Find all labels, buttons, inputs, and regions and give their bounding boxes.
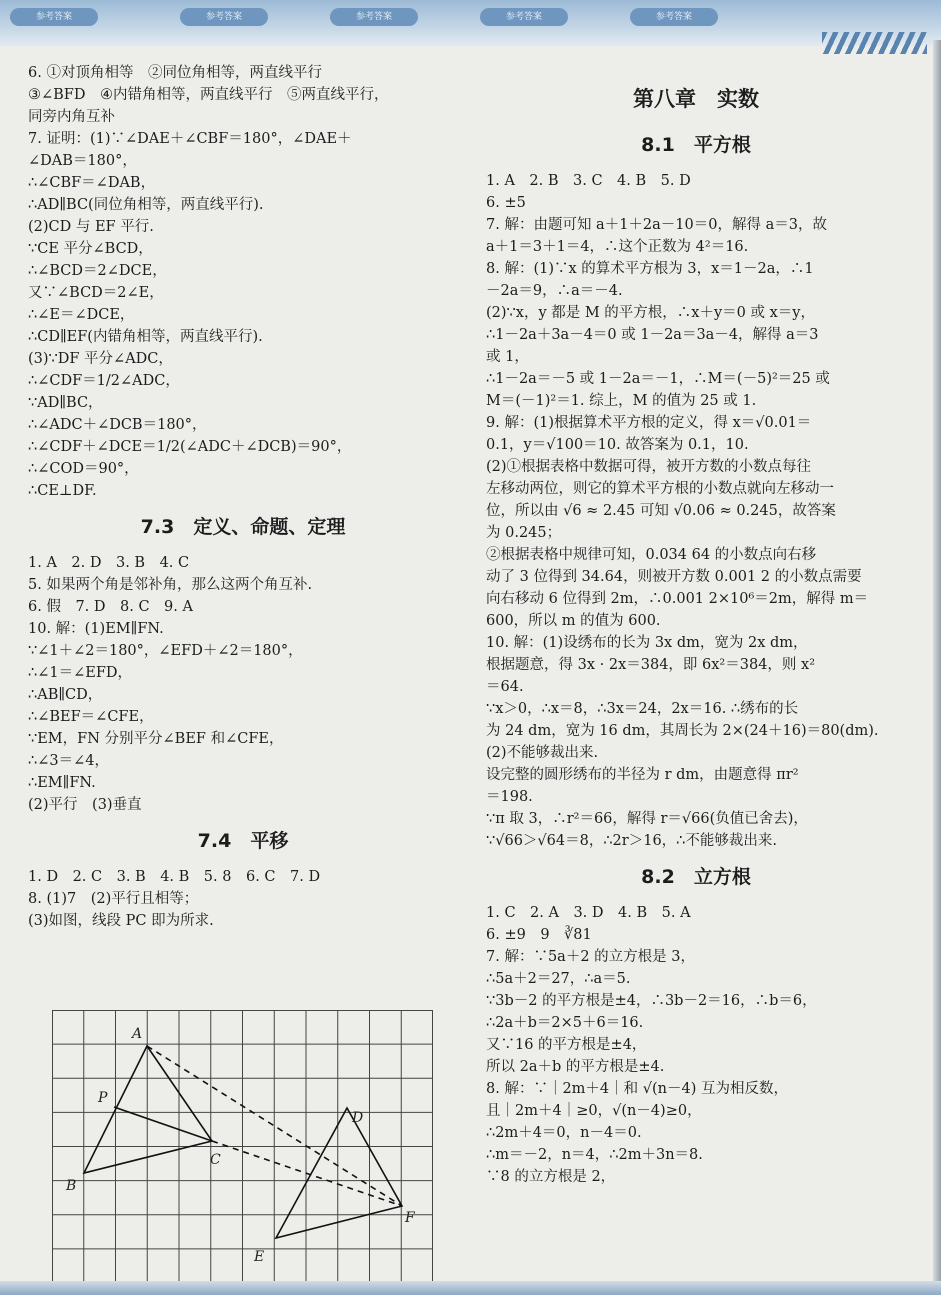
label-p: P [98,1090,108,1106]
answer-line: 又∵∠BCD＝2∠E， [28,285,164,301]
header-tab: 参考答案 [180,8,268,26]
left-answers-7-2 [28,62,458,502]
answer-line: 又∵16 的平方根是±4， [486,1037,647,1053]
answer-line: 根据题意，得 3x · 2x＝384，即 6x²＝384，则 x² [486,657,816,673]
answer-line: (2)不能够裁出来. [486,745,599,761]
answer-line: 且｜2m＋4｜≥0，√(n－4)≥0， [486,1103,702,1119]
answer-line: 为 0.245； [486,525,562,541]
answer-line: 位，所以由 √6 ≈ 2.45 可知 √0.06 ≈ 0.245，故答案 [486,503,836,519]
header-stripes-decoration [822,32,927,54]
answer-line: ∵CE 平分∠BCD， [28,241,153,257]
footer-band [0,1281,941,1295]
triangle-abc [84,1046,212,1173]
answer-line: (2)∵x，y 都是 M 的平方根，∴x＋y＝0 或 x＝y， [486,305,815,321]
answer-line: (3)∵DF 平分∠ADC， [28,351,173,367]
answer-line: 左移动两位，则它的算术平方根的小数点就向左移动一 [486,481,834,497]
section-8-2-title: 8.2 立方根 [641,866,751,888]
answer-line: 设完整的圆形绣布的半径为 r dm，由题意得 πr² [486,767,799,783]
answer-line: ∴CE⊥DF. [28,483,97,499]
answer-line: ∵AD∥BC， [28,395,103,411]
answer-line: ∴∠1＝∠EFD， [28,665,133,681]
header-tab: 参考答案 [330,8,418,26]
answer-line: ＝198. [486,789,533,805]
answer-line: ∵8 的立方根是 2， [486,1169,616,1185]
answer-line: 同旁内角互补 [28,109,115,125]
label-d: D [352,1110,364,1126]
label-b: B [66,1178,77,1194]
answer-line: 10. 解：(1)EM∥FN. [28,621,164,637]
answer-line: 1. C 2. A 3. D 4. B 5. A [486,905,691,921]
answer-line: ∴∠3＝∠4， [28,753,109,769]
answer-line: 所以 2a＋b 的平方根是±4. [486,1059,665,1075]
answer-line: ∴∠BEF＝∠CFE， [28,709,154,725]
answer-line: 1. A 2. D 3. B 4. C [28,555,190,571]
grid-svg [52,1010,433,1283]
answer-line: ∴∠CDF＋∠DCE＝1/2(∠ADC＋∠DCB)＝90°， [28,439,352,455]
answer-line: ∴1－2a＝－5 或 1－2a＝－1，∴M＝(－5)²＝25 或 [486,371,830,387]
answer-line: ③∠BFD ④内错角相等，两直线平行 ⑤两直线平行， [28,87,389,103]
left-answers-7-4 [28,866,458,932]
answer-line: (2)平行 (3)垂直 [28,797,142,813]
label-e: E [254,1249,265,1265]
answer-line: ∴5a＋2＝27，∴a＝5. [486,971,631,987]
header-tabs [10,8,831,38]
answer-line: 7. 解：由题可知 a＋1＋2a－10＝0，解得 a＝3，故 [486,217,827,233]
answer-line: 7. 证明：(1)∵∠DAE＋∠CBF＝180°，∠DAE＋ [28,131,352,147]
dashed-cf [212,1141,402,1206]
section-7-4-title: 7.4 平移 [197,830,289,852]
answer-line: 8. 解：∵｜2m＋4｜和 √(n－4) 互为相反数， [486,1081,788,1097]
answer-line: ∴∠CDF＝1/2∠ADC， [28,373,180,389]
answer-line: ②根据表格中规律可知，0.034 64 的小数点向右移 [486,547,817,563]
answer-line: ∴1－2a＋3a－4＝0 或 1－2a＝3a－4，解得 a＝3 [486,327,819,343]
answer-line: 或 1， [486,349,529,365]
answer-line: ∠DAB＝180°， [28,153,137,169]
answer-line: ∴∠BCD＝2∠DCE， [28,263,167,279]
answer-line: 6. ±5 [486,195,526,211]
answer-line: a＋1＝3＋1＝4，∴这个正数为 4²＝16. [486,239,749,255]
answer-line: (2)①根据表格中数据可得，被开方数的小数点每往 [486,459,812,475]
answer-line: ∴∠CBF＝∠DAB， [28,175,156,191]
triangle-def [276,1108,402,1238]
answer-line: 5. 如果两个角是邻补角，那么这两个角互补. [28,577,313,593]
answer-line: 9. 解：(1)根据算术平方根的定义，得 x＝√0.01＝ [486,415,812,431]
label-a: A [132,1026,143,1042]
answer-line: (2)CD 与 EF 平行. [28,219,154,235]
chapter-8-title: 第八章 实数 [633,87,759,111]
answer-line: ∵x＞0，∴x＝8，∴3x＝24，2x＝16. ∴绣布的长 [486,701,799,717]
answer-line: ∴AB∥CD， [28,687,103,703]
answer-line: 6. ±9 9 ∛81 [486,927,592,943]
answer-line: 1. A 2. B 3. C 4. B 5. D [486,173,691,189]
answer-line: ＝64. [486,679,524,695]
answer-line: ∴AD∥BC(同位角相等，两直线平行). [28,197,264,213]
label-c: C [210,1152,221,1168]
answer-line: ∴2a＋b＝2×5＋6＝16. [486,1015,644,1031]
answer-line: ∵√66＞√64＝8，∴2r＞16，∴不能够裁出来. [486,833,777,849]
answer-line: 1. D 2. C 3. B 4. B 5. 8 6. C 7. D [28,869,321,885]
right-answers-8-1 [486,170,906,852]
answer-line: ∴∠ADC＋∠DCB＝180°， [28,417,207,433]
answer-line: ∵EM，FN 分别平分∠BEF 和∠CFE， [28,731,284,747]
answer-line: 600，所以 m 的值为 600. [486,613,661,629]
answer-line: ∴2m＋4＝0，n－4＝0. [486,1125,642,1141]
header-tab: 参考答案 [480,8,568,26]
answer-line: ∴CD∥EF(内错角相等，两直线平行). [28,329,263,345]
answer-line: 为 24 dm，宽为 16 dm，其周长为 2×(24＋16)＝80(dm). [486,723,879,739]
header-tab: 参考答案 [630,8,718,26]
answer-line: 6. ①对顶角相等 ②同位角相等，两直线平行 [28,65,322,81]
answer-line: ∵∠1＋∠2＝180°，∠EFD＋∠2＝180°， [28,643,303,659]
answer-line: ∵π 取 3，∴r²＝66，解得 r＝√66(负值已舍去)， [486,811,808,827]
section-7-3-title: 7.3 定义、命题、定理 [140,516,346,538]
left-column [28,62,458,932]
answer-line: 0.1，y＝√100＝10. 故答案为 0.1，10. [486,437,749,453]
answer-line: 动了 3 位得到 34.64，则被开方数 0.001 2 的小数点需要 [486,569,862,585]
answer-line: (3)如图，线段 PC 即为所求. [28,913,214,929]
answer-line: ∴∠E＝∠DCE， [28,307,135,323]
answer-line: ∵3b－2 的平方根是±4，∴3b－2＝16，∴b＝6， [486,993,817,1009]
answer-line: 6. 假 7. D 8. C 9. A [28,599,193,615]
answer-line: M＝(－1)²＝1. 综上，M 的值为 25 或 1. [486,393,757,409]
answer-line: ∴∠COD＝90°， [28,461,139,477]
answer-line: 7. 解：∵5a＋2 的立方根是 3， [486,949,695,965]
answer-line: ∴EM∥FN. [28,775,96,791]
answer-line: －2a＝9，∴a＝－4. [486,283,623,299]
right-answers-8-2 [486,902,906,1188]
section-8-1-title: 8.1 平方根 [641,134,751,156]
header-band [0,0,941,46]
label-f: F [405,1210,415,1226]
page-edge [933,40,941,1290]
header-tab: 参考答案 [10,8,98,26]
left-answers-7-3 [28,552,458,816]
right-column [486,62,906,1188]
answer-line: 8. 解：(1)∵x 的算术平方根为 3，x＝1－2a，∴1 [486,261,814,277]
answer-line: 8. (1)7 (2)平行且相等； [28,891,199,907]
answer-line: 向右移动 6 位得到 2m，∴0.001 2×10⁶＝2m，解得 m＝ [486,591,869,607]
translation-grid-figure [52,1010,433,1283]
answer-line: ∴m＝－2，n＝4，∴2m＋3n＝8. [486,1147,703,1163]
answer-line: 10. 解：(1)设绣布的长为 3x dm，宽为 2x dm， [486,635,808,651]
